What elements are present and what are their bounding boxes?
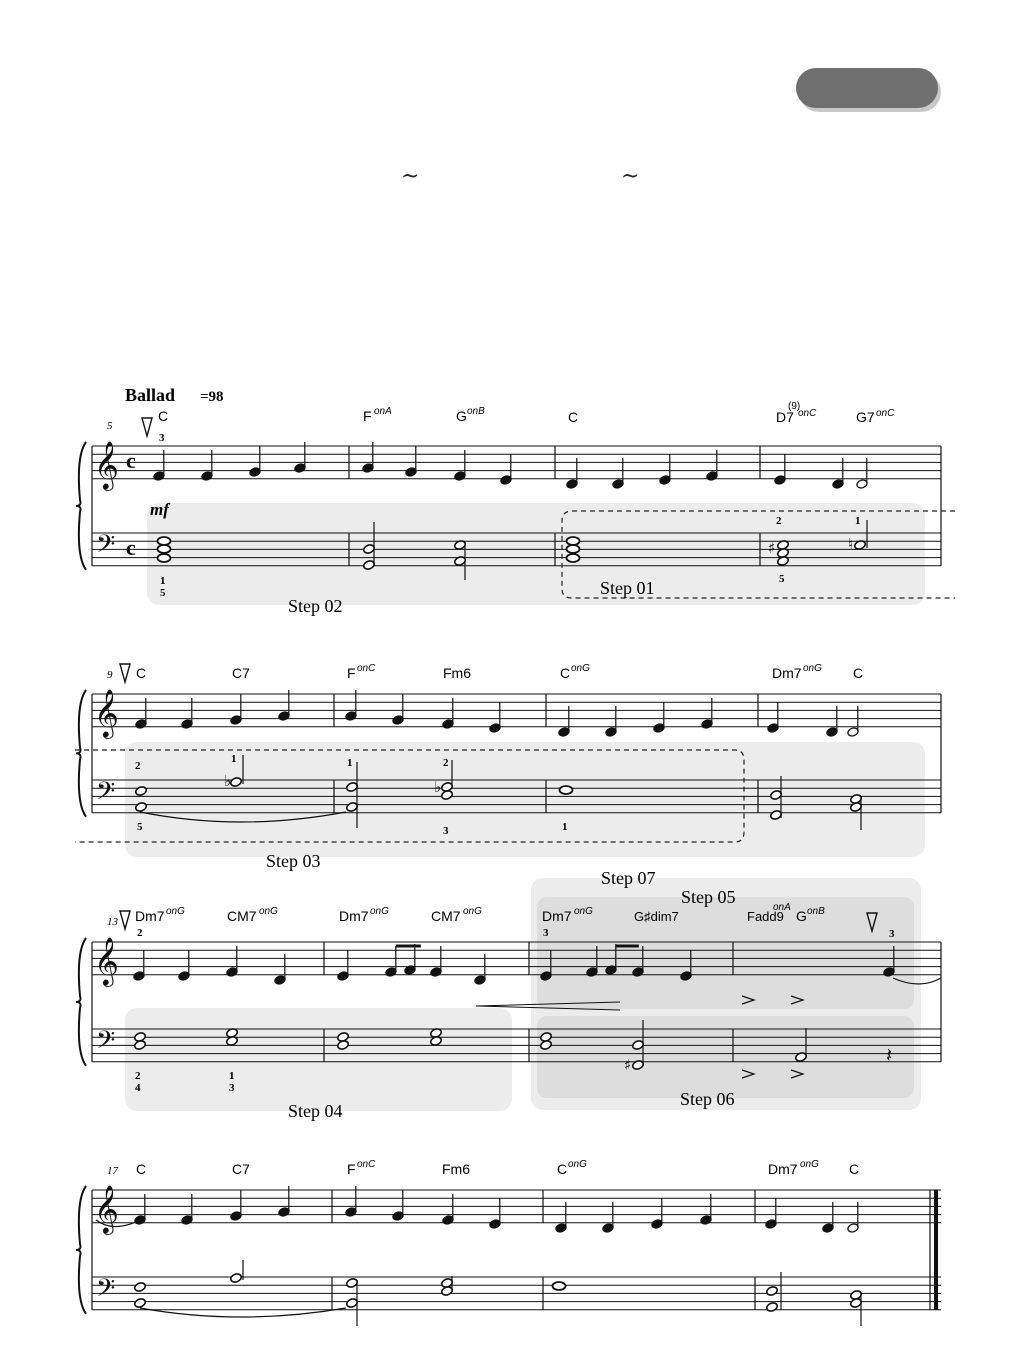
measure-number: 13 [107, 916, 118, 928]
chord-bass: onG [259, 906, 278, 917]
chord-root: C [557, 1161, 568, 1177]
chord-bass: onG [463, 906, 482, 917]
time-signature: c [126, 535, 136, 560]
chord-root: C7 [232, 1161, 250, 1177]
chord-bass: onG [800, 1159, 819, 1170]
bass-clef: 𝄢 [96, 530, 116, 565]
brace [76, 1186, 86, 1314]
fingering: 1 [231, 753, 237, 765]
chord-root: G♯dim7 [634, 909, 679, 924]
bass-clef: 𝄢 [96, 1026, 116, 1061]
note-head-half [134, 1282, 147, 1293]
chord-bass: onC [357, 663, 376, 674]
step-04-label: Step 04 [288, 1101, 343, 1121]
chord-root: C [568, 409, 579, 425]
chord-root: Fm6 [443, 665, 471, 681]
chord-bass: onG [803, 663, 822, 674]
note-head-whole [158, 545, 171, 553]
chord-root: D7 [776, 409, 794, 425]
fingering: 1 [562, 821, 568, 833]
note-head-whole [158, 554, 171, 562]
fingering: 3 [159, 432, 165, 444]
chord-root: Fadd9 [747, 909, 784, 924]
tempo-bpm: =98 [200, 389, 224, 405]
measure-number: 5 [107, 420, 113, 432]
fingering: 5 [779, 573, 785, 585]
header-tilde-left: ~ [401, 164, 420, 189]
chord-symbol [856, 408, 895, 425]
accidental: ♯ [624, 1056, 632, 1074]
chord-bass: onC [798, 408, 817, 419]
highlight-box-dark [537, 897, 914, 1009]
chord-root: C7 [232, 665, 250, 681]
final-barline [934, 1190, 938, 1310]
step-02-label: Step 02 [288, 596, 343, 616]
brace [76, 938, 86, 1066]
header-tilde-right: ~ [621, 164, 640, 189]
chord-root: C [560, 665, 571, 681]
brace [76, 442, 86, 570]
chord-bass: onA [374, 406, 392, 417]
accidental: ♯ [768, 539, 776, 557]
chord-root: C [853, 665, 864, 681]
breath-mark [120, 911, 130, 929]
fingering: 2 [135, 760, 141, 772]
dynamic-mark: mf [150, 500, 169, 519]
note-head-whole [560, 786, 573, 794]
chord-root: C [158, 408, 169, 424]
step-07-label: Step 07 [601, 868, 656, 888]
chord-root: Dm7 [135, 908, 165, 924]
chord-symbol [776, 401, 817, 425]
chord-root: CM7 [431, 908, 461, 924]
chord-symbol [363, 406, 392, 424]
treble-clef: 𝄞 [94, 1184, 119, 1233]
note-head-whole [553, 1282, 566, 1290]
fingering: 3 [543, 927, 549, 939]
chord-root: Dm7 [772, 665, 802, 681]
breath-mark [120, 664, 130, 682]
fingering: 2 [443, 757, 449, 769]
chord-bass: onC [357, 1159, 376, 1170]
highlight-box-dark [537, 1016, 914, 1098]
fingering: 2 [135, 1070, 141, 1082]
chord-root: G [796, 908, 807, 924]
chord-bass: onG [568, 1159, 587, 1170]
fingering: 3 [889, 928, 895, 940]
chord-root: F [363, 408, 372, 424]
chord-bass: onA [773, 902, 791, 913]
measure-number: 17 [107, 1165, 118, 1177]
treble-clef: 𝄞 [94, 440, 119, 489]
accidental: ♭ [434, 778, 442, 796]
note-head-whole [158, 537, 171, 545]
fingering: 1 [855, 515, 861, 527]
note-head-half [134, 1298, 147, 1309]
chord-bass: onG [166, 906, 185, 917]
treble-clef: 𝄞 [94, 936, 119, 985]
note-head-whole [567, 545, 580, 553]
chord-root: C [136, 1161, 147, 1177]
chord-bass: onB [807, 906, 825, 917]
chord-root: G [456, 408, 467, 424]
chord-root: Dm7 [542, 908, 572, 924]
bass-clef: 𝄢 [96, 777, 116, 812]
tempo-style: Ballad [125, 385, 176, 405]
breath-mark [142, 418, 152, 436]
bass-clef: 𝄢 [96, 1274, 116, 1309]
chord-root: C [136, 665, 147, 681]
note-head-whole [567, 537, 580, 545]
chord-root: Dm7 [768, 1161, 798, 1177]
chord-root: F [347, 1161, 356, 1177]
chord-root: CM7 [227, 908, 257, 924]
chord-symbol [158, 408, 168, 424]
step-03-label: Step 03 [266, 851, 321, 871]
chord-bass: onG [370, 906, 389, 917]
fingering: 1 [160, 575, 166, 587]
fingering: 5 [160, 587, 166, 599]
time-signature: c [126, 448, 136, 473]
chord-bass: onC [876, 408, 895, 419]
note-head-half [766, 1302, 779, 1313]
chord-symbol [568, 409, 578, 425]
chord-root: Dm7 [339, 908, 369, 924]
chord-symbol [456, 406, 485, 424]
step-01-label: Step 01 [600, 578, 655, 598]
fingering: 2 [776, 515, 782, 527]
fingering: 1 [229, 1070, 235, 1082]
highlight-box [125, 1008, 512, 1111]
fingering: 3 [443, 825, 449, 837]
chord-root: Fm6 [442, 1161, 470, 1177]
fingering: 1 [347, 757, 353, 769]
fingering: 2 [137, 927, 143, 939]
chord-bass: onG [571, 663, 590, 674]
fingering: 4 [135, 1082, 141, 1094]
treble-clef: 𝄞 [94, 688, 119, 737]
measure-number: 9 [107, 669, 113, 681]
chord-bass: onG [574, 906, 593, 917]
chord-root: C [849, 1161, 860, 1177]
step-05-label: Step 05 [681, 887, 736, 907]
note-head-half [230, 1273, 243, 1284]
fingering: 5 [137, 821, 143, 833]
chord-tension: (9) [788, 401, 801, 412]
chord-root: G7 [856, 409, 875, 425]
step-06-label: Step 06 [680, 1089, 735, 1109]
fingering: 3 [229, 1082, 235, 1094]
highlight-box [147, 503, 925, 605]
note-head-whole [567, 554, 580, 562]
chord-bass: onB [467, 406, 485, 417]
note-head-half [766, 1286, 779, 1297]
highlight-box [125, 742, 925, 857]
accidental: ♮ [848, 535, 854, 553]
quarter-rest: 𝄽 [886, 1043, 893, 1067]
brace [76, 690, 86, 817]
chord-root: F [347, 665, 356, 681]
highlight-regions [75, 503, 955, 1111]
accidental: ♭ [224, 772, 232, 790]
